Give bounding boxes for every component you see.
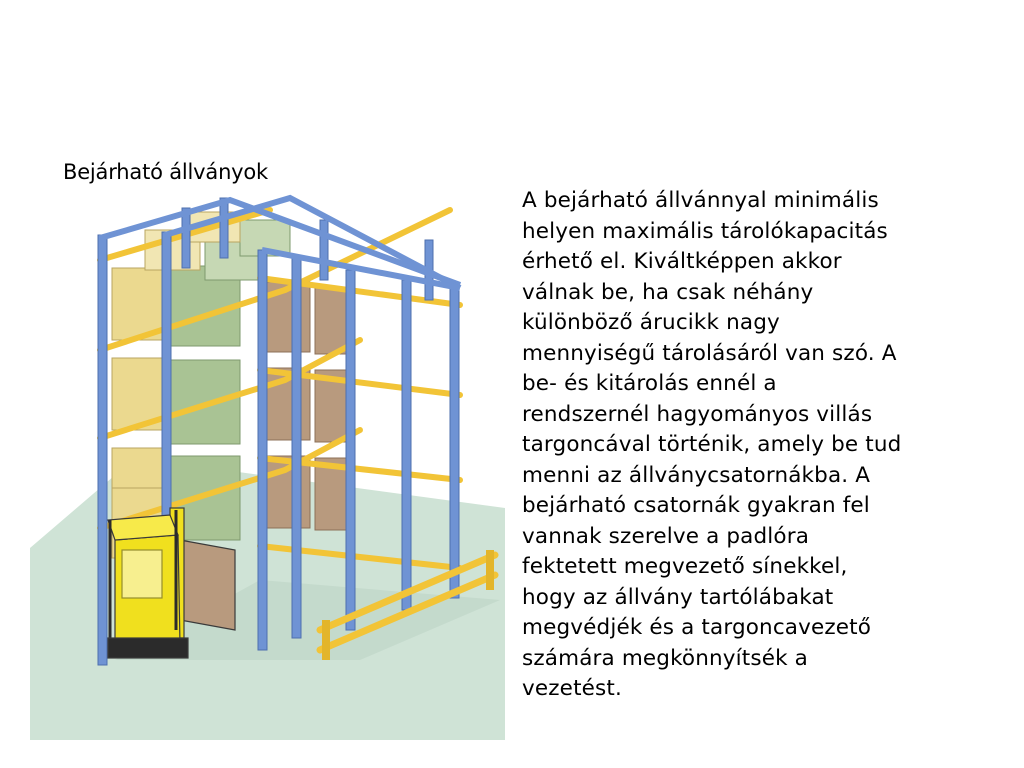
slide-title: Bejárható állványok — [63, 160, 269, 184]
body-line: különböző árucikk nagy — [522, 310, 780, 335]
body-line: hogy az állvány tartólábakat — [522, 584, 834, 610]
body-line: válnak be, ha csak néhány — [522, 279, 814, 305]
body-line: érhető el. Kiváltképpen akkor — [522, 249, 842, 274]
body-line: A bejárható állvánnyal minimális — [522, 188, 879, 213]
body-line: megvédjék és a targoncavezető — [522, 615, 872, 640]
body-line: fektetett megvezető sínekkel, — [522, 554, 848, 579]
body-line: be- és kitárolás ennél a — [522, 371, 777, 396]
body-line: vannak szerelve a padlóra — [522, 523, 810, 549]
slide-body-text — [522, 186, 962, 705]
body-line: rendszernél hagyományos villás — [522, 401, 873, 427]
body-line: számára megkönnyítsék a — [522, 645, 809, 671]
body-line: bejárható csatornák gyakran fel — [522, 493, 870, 518]
body-line: menni az állványcsatornákba. A — [522, 462, 871, 488]
body-line: targoncával történik, amely be tud — [522, 432, 902, 457]
body-line: mennyiségű tárolásáról van szó. A — [522, 340, 897, 366]
body-line: vezetést. — [522, 676, 622, 701]
drive-in-racking-illustration — [30, 190, 505, 740]
body-line: helyen maximális tárolókapacitás — [522, 218, 888, 244]
pallets-back — [262, 282, 355, 530]
